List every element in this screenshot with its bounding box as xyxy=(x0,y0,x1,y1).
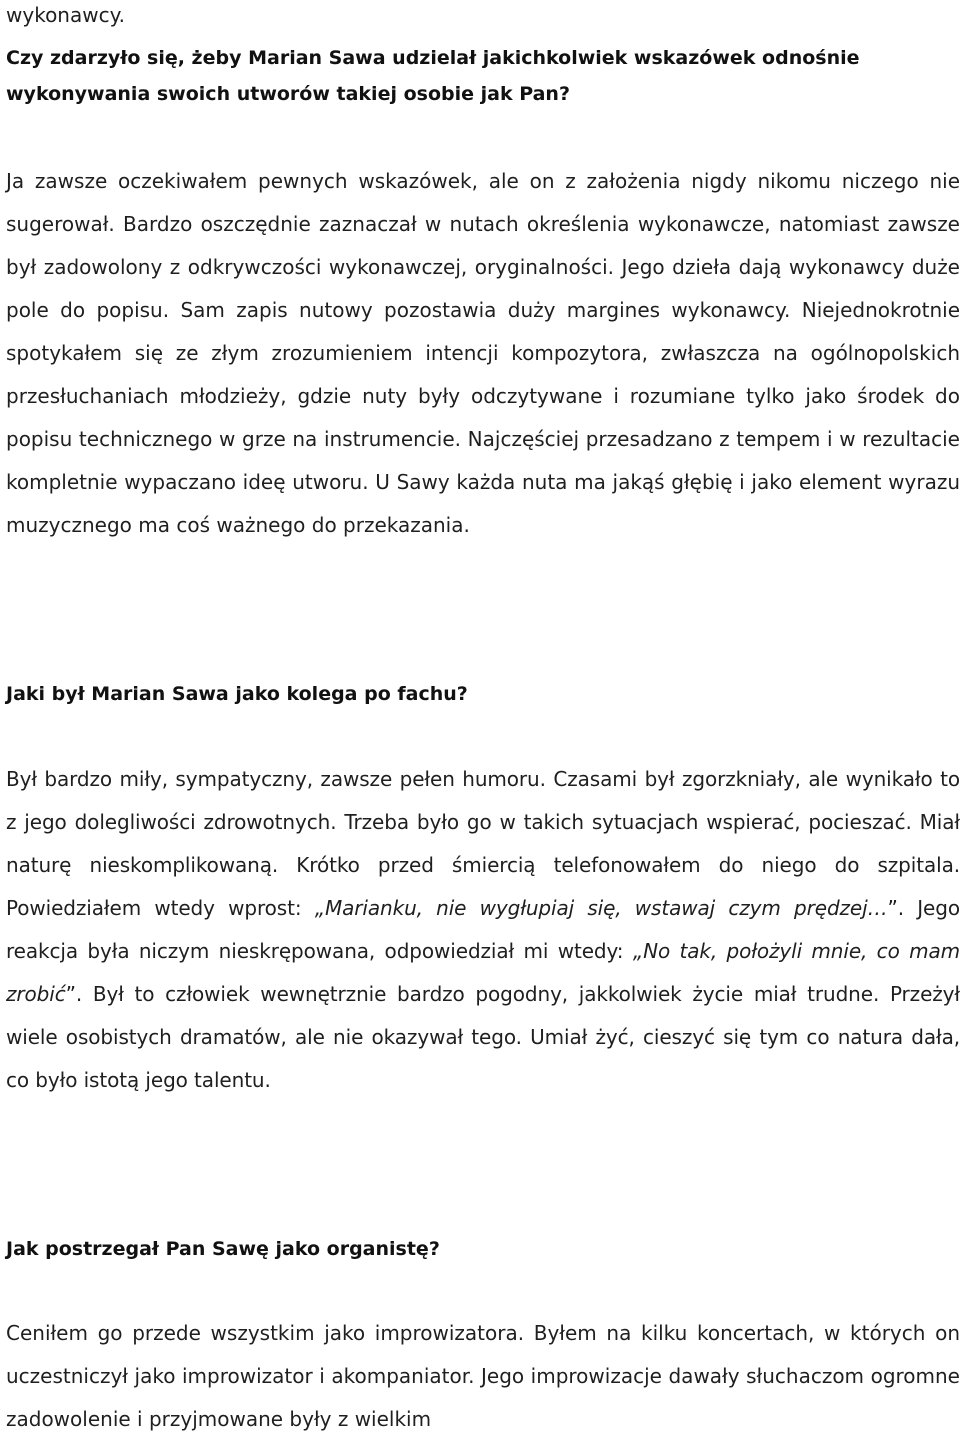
question-1-line-2: wykonywania swoich utworów takiej osobie jak Pan? xyxy=(6,83,570,105)
answer-2-part-2: ”. Jego reakcja była niczym nieskrępowana, odpowiedział mi wtedy: xyxy=(6,896,960,963)
intro-tail-text: wykonawcy. xyxy=(6,3,125,27)
answer-2-part-3: ”. Był to człowiek wewnętrznie bardzo pogodny, jakkolwiek życie miał trudne. Przeżył wiele osobistych dramatów, ale nie okazywał tego. Umiał żyć, cieszyć się tym co natura dała, co było istotą jego talentu. xyxy=(6,982,960,1092)
intro-section xyxy=(6,0,960,113)
answer-2-quote-1: „Marianku, nie wygłupiaj się, wstawaj czym prędzej… xyxy=(314,896,888,920)
answer-3-paragraph: Ceniłem go przede wszystkim jako improwizatora. Byłem na kilku koncertach, w których on uczestniczył jako improwizator i akompaniator. Jego improwizacje dawały słuchaczom ogromne zadowolenie i przyjmowane były z wielkim xyxy=(6,1321,960,1431)
question-3-heading: Jak postrzegał Pan Sawę jako organistę? xyxy=(6,1238,440,1260)
answer-1-paragraph: Ja zawsze oczekiwałem pewnych wskazówek, ale on z założenia nigdy nikomu niczego nie sugerował. Bardzo oszczędnie zaznaczał w nutach określenia wykonawcze, natomiast zawsze był zadowolony z odkrywczości wykonawczej, oryginalności. Jego dzieła dają wykonawcy duże pole do popisu. Sam zapis nutowy pozostawia duży margines wykonawcy. Niejednokrotnie spotykałem się ze złym zrozumieniem intencji kompozytora, zwłaszcza na ogólnopolskich przesłuchaniach młodzieży, gdzie nuty były odczytywane i rozumiane tylko jako środek do popisu technicznego w grze na instrumencie. Najczęściej przesadzano z tempem i w rezultacie kompletnie wypaczano ideę utworu. U Sawy każda nuta ma jakąś głębię i jako element wyrazu muzycznego ma coś ważnego do przekazania. xyxy=(6,169,960,537)
answer-2-paragraph xyxy=(6,758,960,1102)
question-2-heading: Jaki był Marian Sawa jako kolega po fachu? xyxy=(6,683,468,705)
question-1-line-1: Czy zdarzyło się, żeby Marian Sawa udzielał jakichkolwiek wskazówek odnośnie xyxy=(6,47,860,69)
answer-2-part-1: Był bardzo miły, sympatyczny, zawsze pełen humoru. Czasami był zgorzkniały, ale wynikało to z jego dolegliwości zdrowotnych. Trzeba było go w takich sytuacjach wspierać, pocieszać. Miał naturę nieskomplikowaną. Krótko przed śmiercią telefonowałem do niego do szpitala. Powiedziałem wtedy wprost: xyxy=(6,767,960,920)
answer-2-quote-2: „No tak, położyli mnie, co mam zrobić xyxy=(6,939,960,1006)
